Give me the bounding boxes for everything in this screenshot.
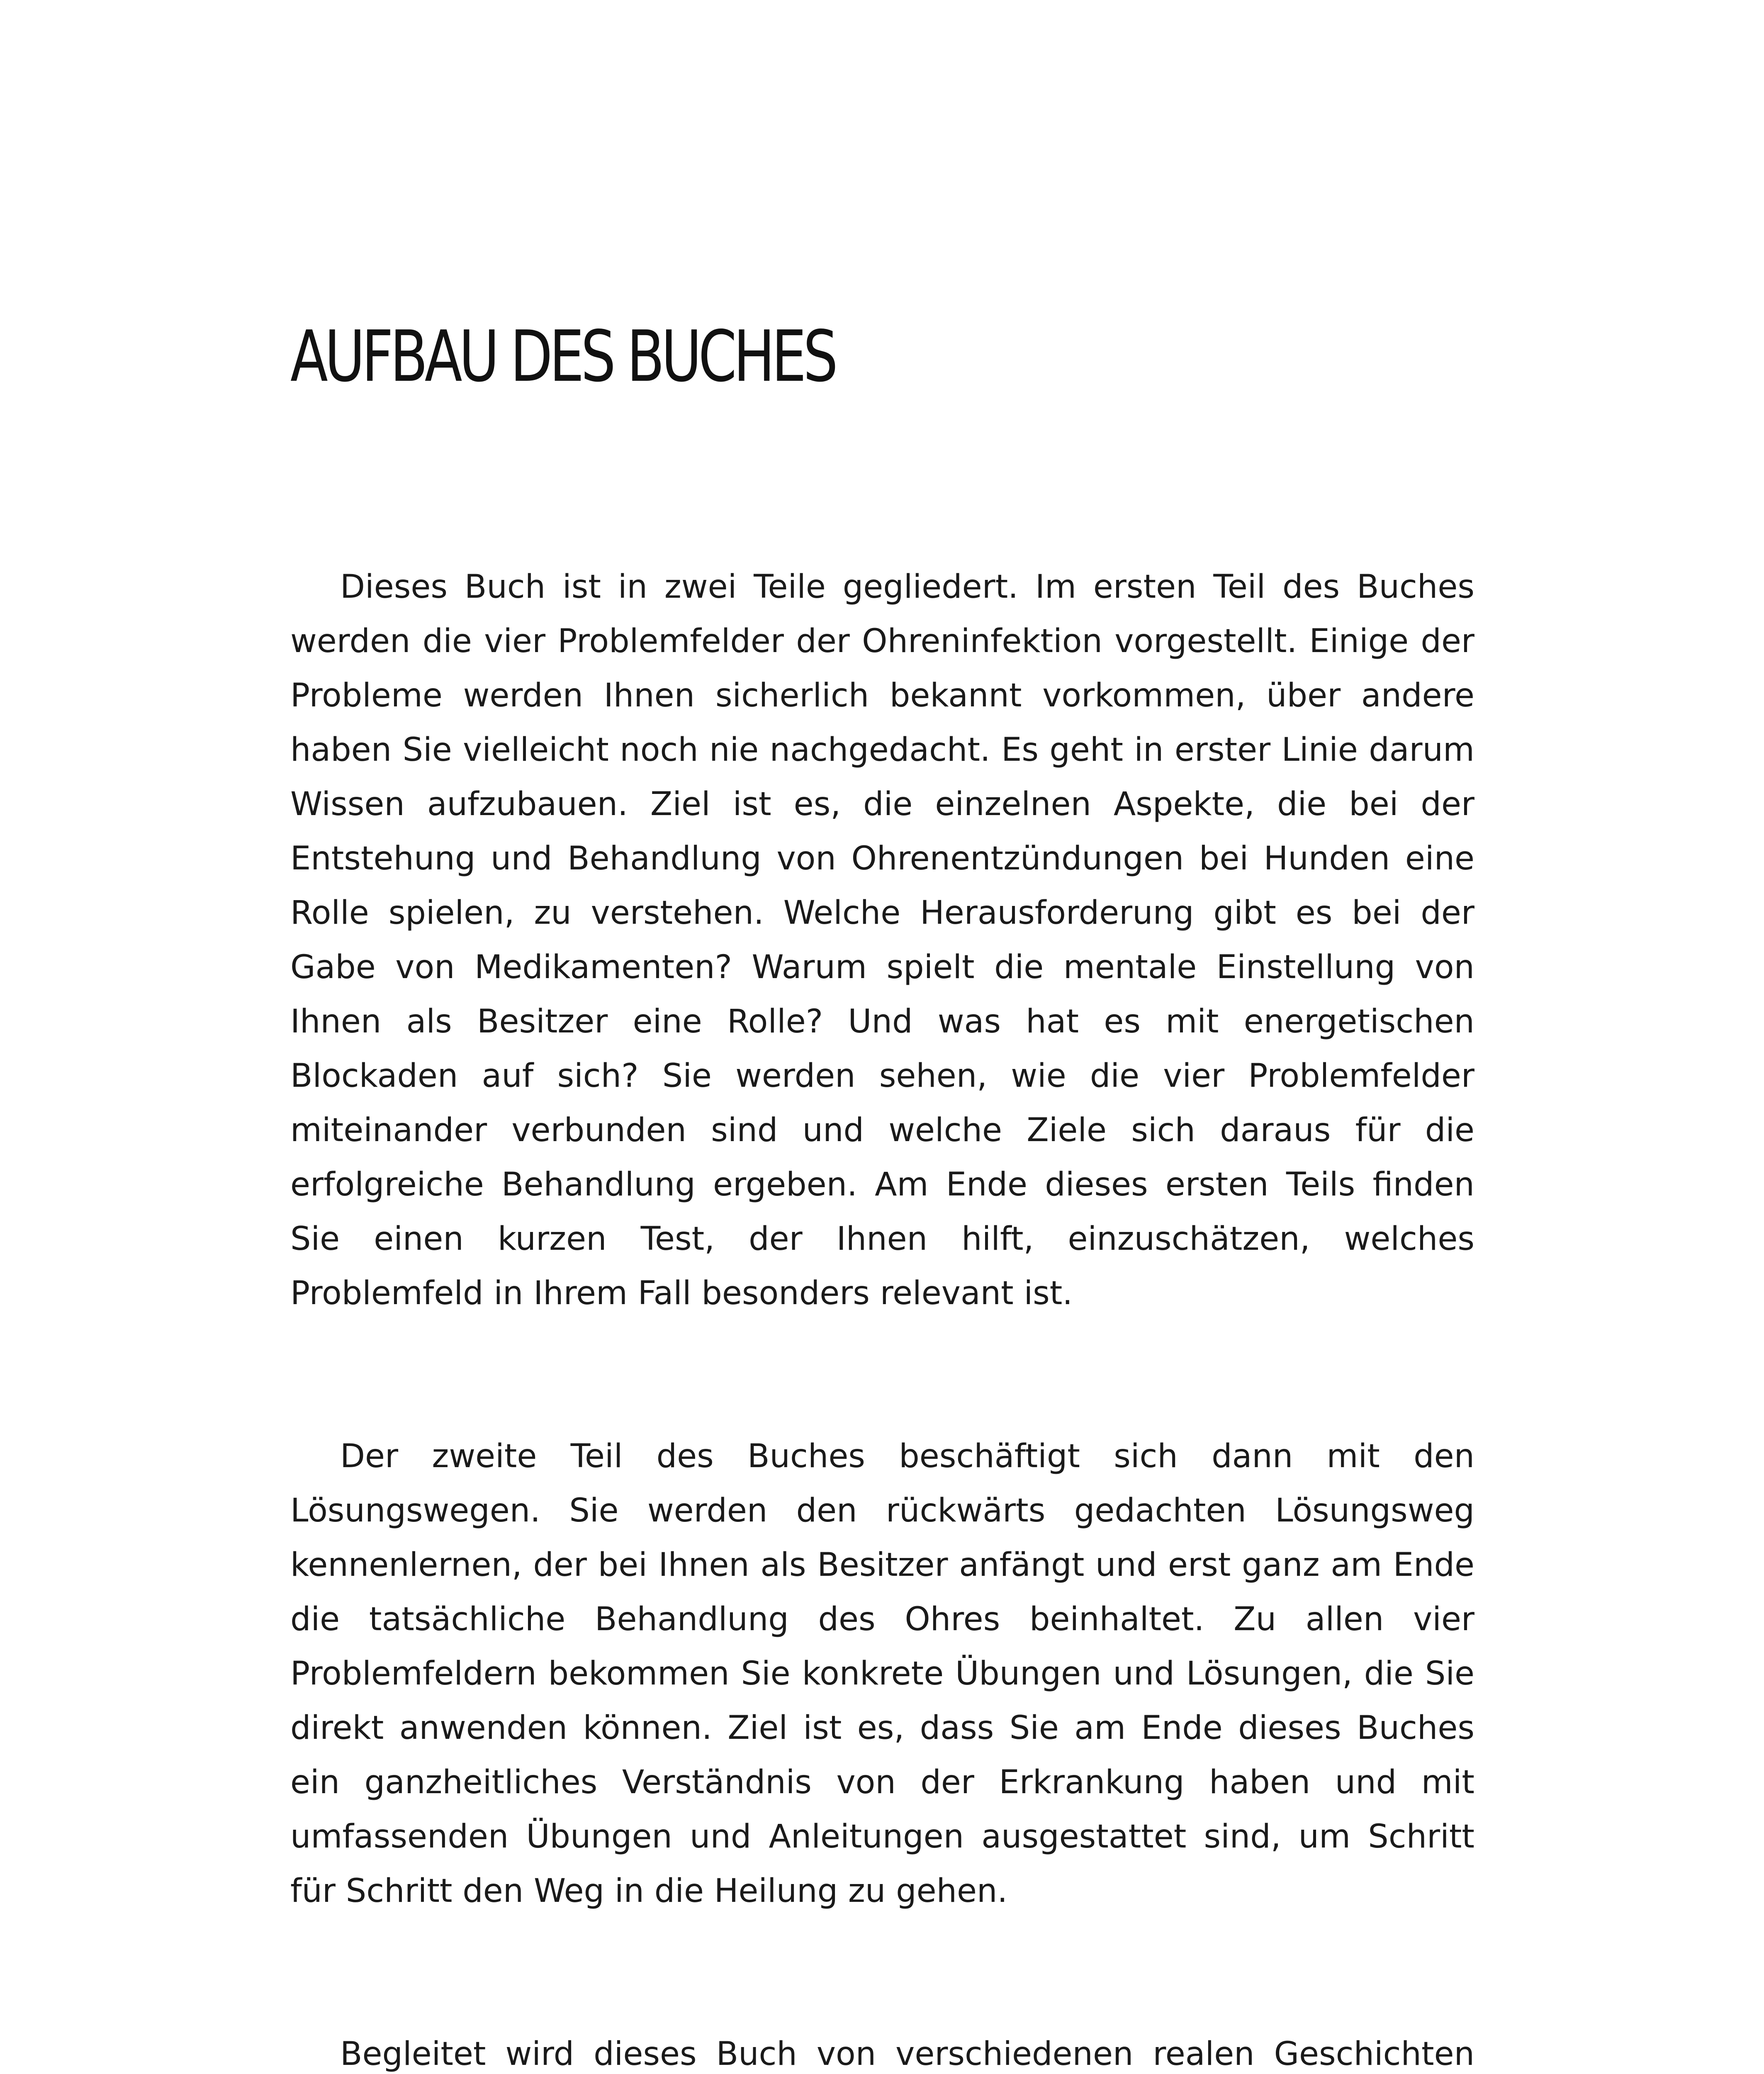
paragraph-part-one: Dieses Buch ist in zwei Teile gegliedert. Im ersten Teil des Buches werden die vier Problemfelder der Ohreninfektion vorgestellt. Einige der Probleme werden Ihnen sicherlich bekannt vorkommen, über andere haben Sie vielleicht noch nie nachgedacht. Es geht in erster Linie darum Wissen aufzubauen. Ziel ist es, die einzelnen Aspekte, die bei der Entstehung und Behandlung von Ohrenentzündungen bei Hunden eine Rolle spielen, zu verstehen. Welche Herausforderung gibt es bei der Gabe von Medikamenten? Warum spielt die mentale Einstellung von Ihnen als Besitzer eine Rolle? Und was hat es mit energetischen Blockaden auf sich? Sie werden sehen, wie die vier Problemfelder miteinander verbunden sind und welche Ziele sich daraus für die erfolgreiche Behandlung ergeben. Am Ende dieses ersten Teils finden Sie einen kurzen Test, der Ihnen hilft, einzuschätzen, welches Problemfeld in Ihrem Fall besonders relevant ist. bbox=[290, 568, 1474, 1312]
body-text bbox=[290, 560, 1474, 2074]
chapter-title: AUFBAU DES BUCHES bbox=[290, 316, 835, 398]
paragraph-stories: Begleitet wird dieses Buch von verschiedenen realen Geschichten bbox=[340, 2035, 1474, 2073]
paragraph-part-two: Der zweite Teil des Buches beschäftigt sich dann mit den Lösungswegen. Sie werden den rückwärts gedachten Lösungsweg kennenlernen, der bei Ihnen als Besitzer anfängt und erst ganz am Ende die tatsächliche Behandlung des Ohres beinhaltet. Zu allen vier Problemfeldern bekommen Sie konkrete Übungen und Lösungen, die Sie direkt anwenden können. Ziel ist es, dass Sie am Ende dieses Buches ein ganzheitliches Verständnis von der Erkrankung haben und mit umfassenden Übungen und Anleitungen ausgestattet sind, um Schritt für Schritt den Weg in die Heilung zu gehen. bbox=[290, 1438, 1474, 1910]
